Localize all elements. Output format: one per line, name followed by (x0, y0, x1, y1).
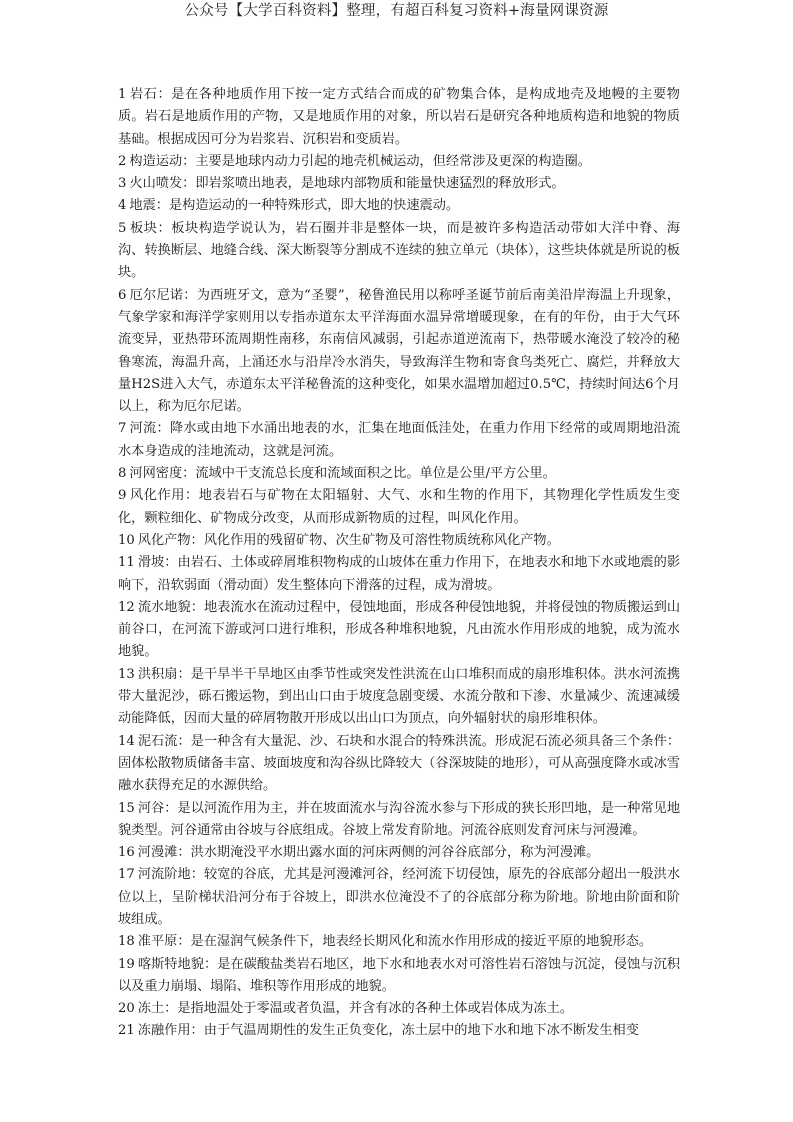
entry-separator: ： (185, 488, 199, 504)
entry-separator: ： (156, 421, 170, 437)
entry-text: 由岩石、土体或碎屑堆积物构成的山坡体在重力作用下，在地表水和地下水或地震的影响下，沿软弱面（滑动面）发生整体向下滑落的过程，成为滑坡。 (118, 555, 681, 593)
entry-number: 4 (118, 198, 127, 214)
entry-separator: ： (182, 176, 196, 192)
entry-text: 流域中干支流总长度和流域面积之比。单位是公里/平方公里。 (195, 466, 556, 482)
entry-separator: ： (190, 599, 204, 615)
entry-text: 主要是地球内动力引起的地壳机械运动，但经常涉及更深的构造圈。 (195, 153, 591, 169)
entry-number: 19 (118, 956, 135, 972)
entry-text: 是以河流作用为主，并在坡面流水与沟谷流水参与下形成的狭长形凹地，是一种常见地貌类型。河谷通常由谷坡与谷底组成。谷坡上常发育阶地。河流谷底则发育河床与河漫滩。 (118, 800, 681, 838)
entry-text: 是指地温处于零温或者负温，并含有冰的各种土体或岩体成为冻土。 (177, 1001, 573, 1017)
entry-number: 3 (118, 176, 127, 192)
entry-term: 泥石流 (137, 733, 178, 749)
entry-peneplain (118, 931, 680, 953)
entry-fluvial-landform (118, 597, 680, 664)
entry-weathering (118, 485, 680, 530)
entry-term: 地震 (129, 198, 156, 214)
entry-drainage-density (118, 463, 680, 485)
entry-separator: ： (157, 220, 172, 236)
entry-separator: ： (164, 1001, 178, 1017)
entry-text: 降水或由地下水涌出地表的水，汇集在地面低洼处，在重力作用下经常的或周期地沿流水本身造成的洼地流动，这就是河流。 (118, 421, 681, 459)
entry-plate (118, 218, 680, 285)
page-header: 公众号【大学百科资料】整理，有超百科复习资料+海量网课资源 (184, 3, 609, 19)
entry-separator: ： (190, 532, 204, 548)
entry-weathering-products (118, 530, 680, 552)
entry-text: 地表流水在流动过程中，侵蚀地面，形成各种侵蚀地貌，并将侵蚀的物质搬运到山前谷口，在河流下游或河口进行堆积，形成各种堆积地貌，凡由流水作用形成的地貌，成为流水地貌。 (118, 599, 681, 660)
entry-tectonic-movement (118, 151, 680, 173)
entry-debris-flow (118, 731, 680, 798)
entry-river-terrace (118, 864, 680, 931)
entry-number: 21 (118, 1023, 135, 1039)
entry-number: 7 (118, 421, 127, 437)
entry-freeze-thaw (118, 1020, 680, 1042)
entry-term: 火山喷发 (129, 176, 183, 192)
entry-separator: ： (164, 800, 178, 816)
entry-text: 风化作用的残留矿物、次生矿物及可溶性物质统称风化产物。 (203, 532, 560, 548)
entry-alluvial-fan (118, 664, 680, 731)
entry-number: 11 (118, 555, 135, 571)
entry-term: 河漫滩 (137, 845, 178, 861)
entry-separator: ： (190, 1023, 204, 1039)
entry-term: 河流阶地 (137, 867, 191, 883)
entry-separator: ： (182, 153, 196, 169)
entry-text: 板块构造学说认为，岩石圈并非是整体一块，而是被许多构造活动带如大洋中脊、海沟、转换断层、地缝合线、深大断裂等分割成不连续的独立单元（块体），这些块体就是所说的板块。 (118, 220, 680, 281)
entry-term: 岩石 (129, 87, 158, 102)
entry-separator: ： (164, 555, 178, 571)
entry-term: 冻融作用 (137, 1023, 191, 1039)
entry-text: 由于气温周期性的发生正负变化，冻土层中的地下水和地下冰不断发生相变 (203, 1023, 639, 1039)
entry-separator: ： (177, 733, 191, 749)
entry-term: 河网密度 (129, 466, 183, 482)
entry-separator: ： (203, 956, 218, 972)
entry-term: 河谷 (137, 800, 165, 816)
entry-term: 河流 (129, 421, 157, 437)
entry-river-valley (118, 798, 680, 843)
entry-number: 10 (118, 532, 135, 548)
entry-text: 为西班牙文，意为“圣婴”，秘鲁渔民用以称呼圣诞节前后南美沿岸海温上升现象，气象学家和海洋学家则用以专指赤道东太平洋海面水温异常增暖现象，在有的年份，由于大气环流变异，亚热带环流周期性南移，东南信风减弱，引起赤道逆流南下，热带暖水淹没了较冷的秘鲁寒流，海温升高，上涌还水与沿岸冷水消失，导致海洋生物和寄食鸟类死亡、腐烂，并释放大量H2S进入大气，赤道东太平洋秘鲁流的这种变化，如果水温增加超过0.5℃，持续时间达6个月以上，称为厄尔尼诺。 (118, 287, 681, 415)
entry-number: 5 (118, 220, 127, 236)
entry-term: 板块 (129, 220, 158, 236)
entry-text: 即岩浆喷出地表，是地球内部物质和能量快速猛烈的释放形式。 (195, 176, 565, 192)
entry-term: 冻土 (137, 1001, 165, 1017)
entry-river (118, 418, 680, 463)
entry-number: 14 (118, 733, 135, 749)
entry-text: 洪水期淹没平水期出露水面的河床两侧的河谷谷底部分，称为河漫滩。 (190, 845, 600, 861)
entry-number: 6 (118, 287, 127, 303)
entry-number: 16 (118, 845, 135, 861)
entry-rock (118, 84, 680, 151)
entry-term: 厄尔尼诺 (129, 287, 184, 303)
entry-term: 流水地貌 (137, 599, 191, 615)
entry-karst-landform (118, 954, 680, 999)
entry-separator: ： (155, 198, 169, 214)
entry-term: 准平原 (137, 934, 178, 950)
entry-text: 是一种含有大量泥、沙、石块和水混合的特殊洪流。形成泥石流必须具备三个条件：固体松散物质储备丰富、坡面坡度和沟谷纵比降较大（谷深坡陡的地形），可从高强度降水或冰雪融水获得充足的水源供给。 (118, 733, 681, 794)
entry-number: 20 (118, 1001, 135, 1017)
entry-text: 是在碳酸盐类岩石地区，地下水和地表水对可溶性岩石溶蚀与沉淀，侵蚀与沉积以及重力崩塌、塌陷、堆积等作用形成的地貌。 (118, 956, 681, 994)
entry-number: 13 (118, 666, 135, 682)
entry-el-nino (118, 285, 680, 419)
entry-term: 风化作用 (129, 488, 186, 504)
entry-earthquake (118, 195, 680, 217)
entry-number: 18 (118, 934, 135, 950)
entry-number: 12 (118, 599, 135, 615)
entry-term: 构造运动 (129, 153, 183, 169)
entry-separator: ： (182, 466, 196, 482)
entry-text: 是干旱半干旱地区由季节性或突发性洪流在山口堆积而成的扇形堆积体。洪水河流携带大量泥沙，砾石搬运物，到出山口由于坡度急剧变缓、水流分散和下渗、水量减少、流速减缓动能降低，因而大量的碎屑物散开形成以出山口为顶点，向外辐射状的扇形堆积体。 (118, 666, 681, 727)
entry-separator: ： (190, 867, 204, 883)
entry-text: 是在湿润气候条件下，地表经长期风化和流水作用形成的接近平原的地貌形态。 (190, 934, 653, 950)
entry-text: 较宽的谷底，尤其是河漫滩河谷，经河流下切侵蚀，原先的谷底部分超出一般洪水位以上，呈阶梯状沿河分布于谷坡上，即洪水位淹没不了的谷底部分称为阶地。阶地由阶面和阶坡组成。 (118, 867, 681, 927)
entry-number: 17 (118, 867, 135, 883)
entry-landslide (118, 552, 680, 597)
entry-number: 9 (118, 488, 127, 504)
entry-text: 是构造运动的一种特殊形式，即大地的快速震动。 (168, 198, 460, 214)
entry-separator: ： (183, 287, 197, 303)
entry-number: 2 (118, 153, 127, 169)
entry-number: 15 (118, 800, 135, 816)
entry-term: 洪积扇 (137, 666, 178, 682)
entry-volcanic-eruption (118, 173, 680, 195)
entry-floodplain (118, 842, 680, 864)
entry-term: 风化产物 (137, 532, 191, 548)
entry-text: 是在各种地质作用下按一定方式结合而成的矿物集合体，是构成地壳及地幔的主要物质。岩石是地质作用的产物，又是地质作用的对象，所以岩石是研究各种地质构造和地貌的物质基础。根据成因可分为岩浆岩、沉积岩和变质岩。 (118, 87, 680, 147)
entry-separator: ： (177, 666, 191, 682)
entry-term: 喀斯特地貌 (137, 956, 204, 972)
entry-frozen-soil (118, 998, 680, 1020)
entry-number: 8 (118, 466, 127, 482)
entry-separator: ： (157, 87, 172, 102)
entry-term: 滑坡 (137, 555, 165, 571)
document-body (118, 84, 680, 1043)
entry-text: 地表岩石与矿物在太阳辐射、大气、水和生物的作用下，其物理化学性质发生变化，颗粒细化、矿物成分改变，从而形成新物质的过程，叫风化作用。 (118, 488, 680, 526)
entry-number: 1 (118, 87, 127, 102)
entry-separator: ： (177, 845, 191, 861)
entry-separator: ： (177, 934, 191, 950)
